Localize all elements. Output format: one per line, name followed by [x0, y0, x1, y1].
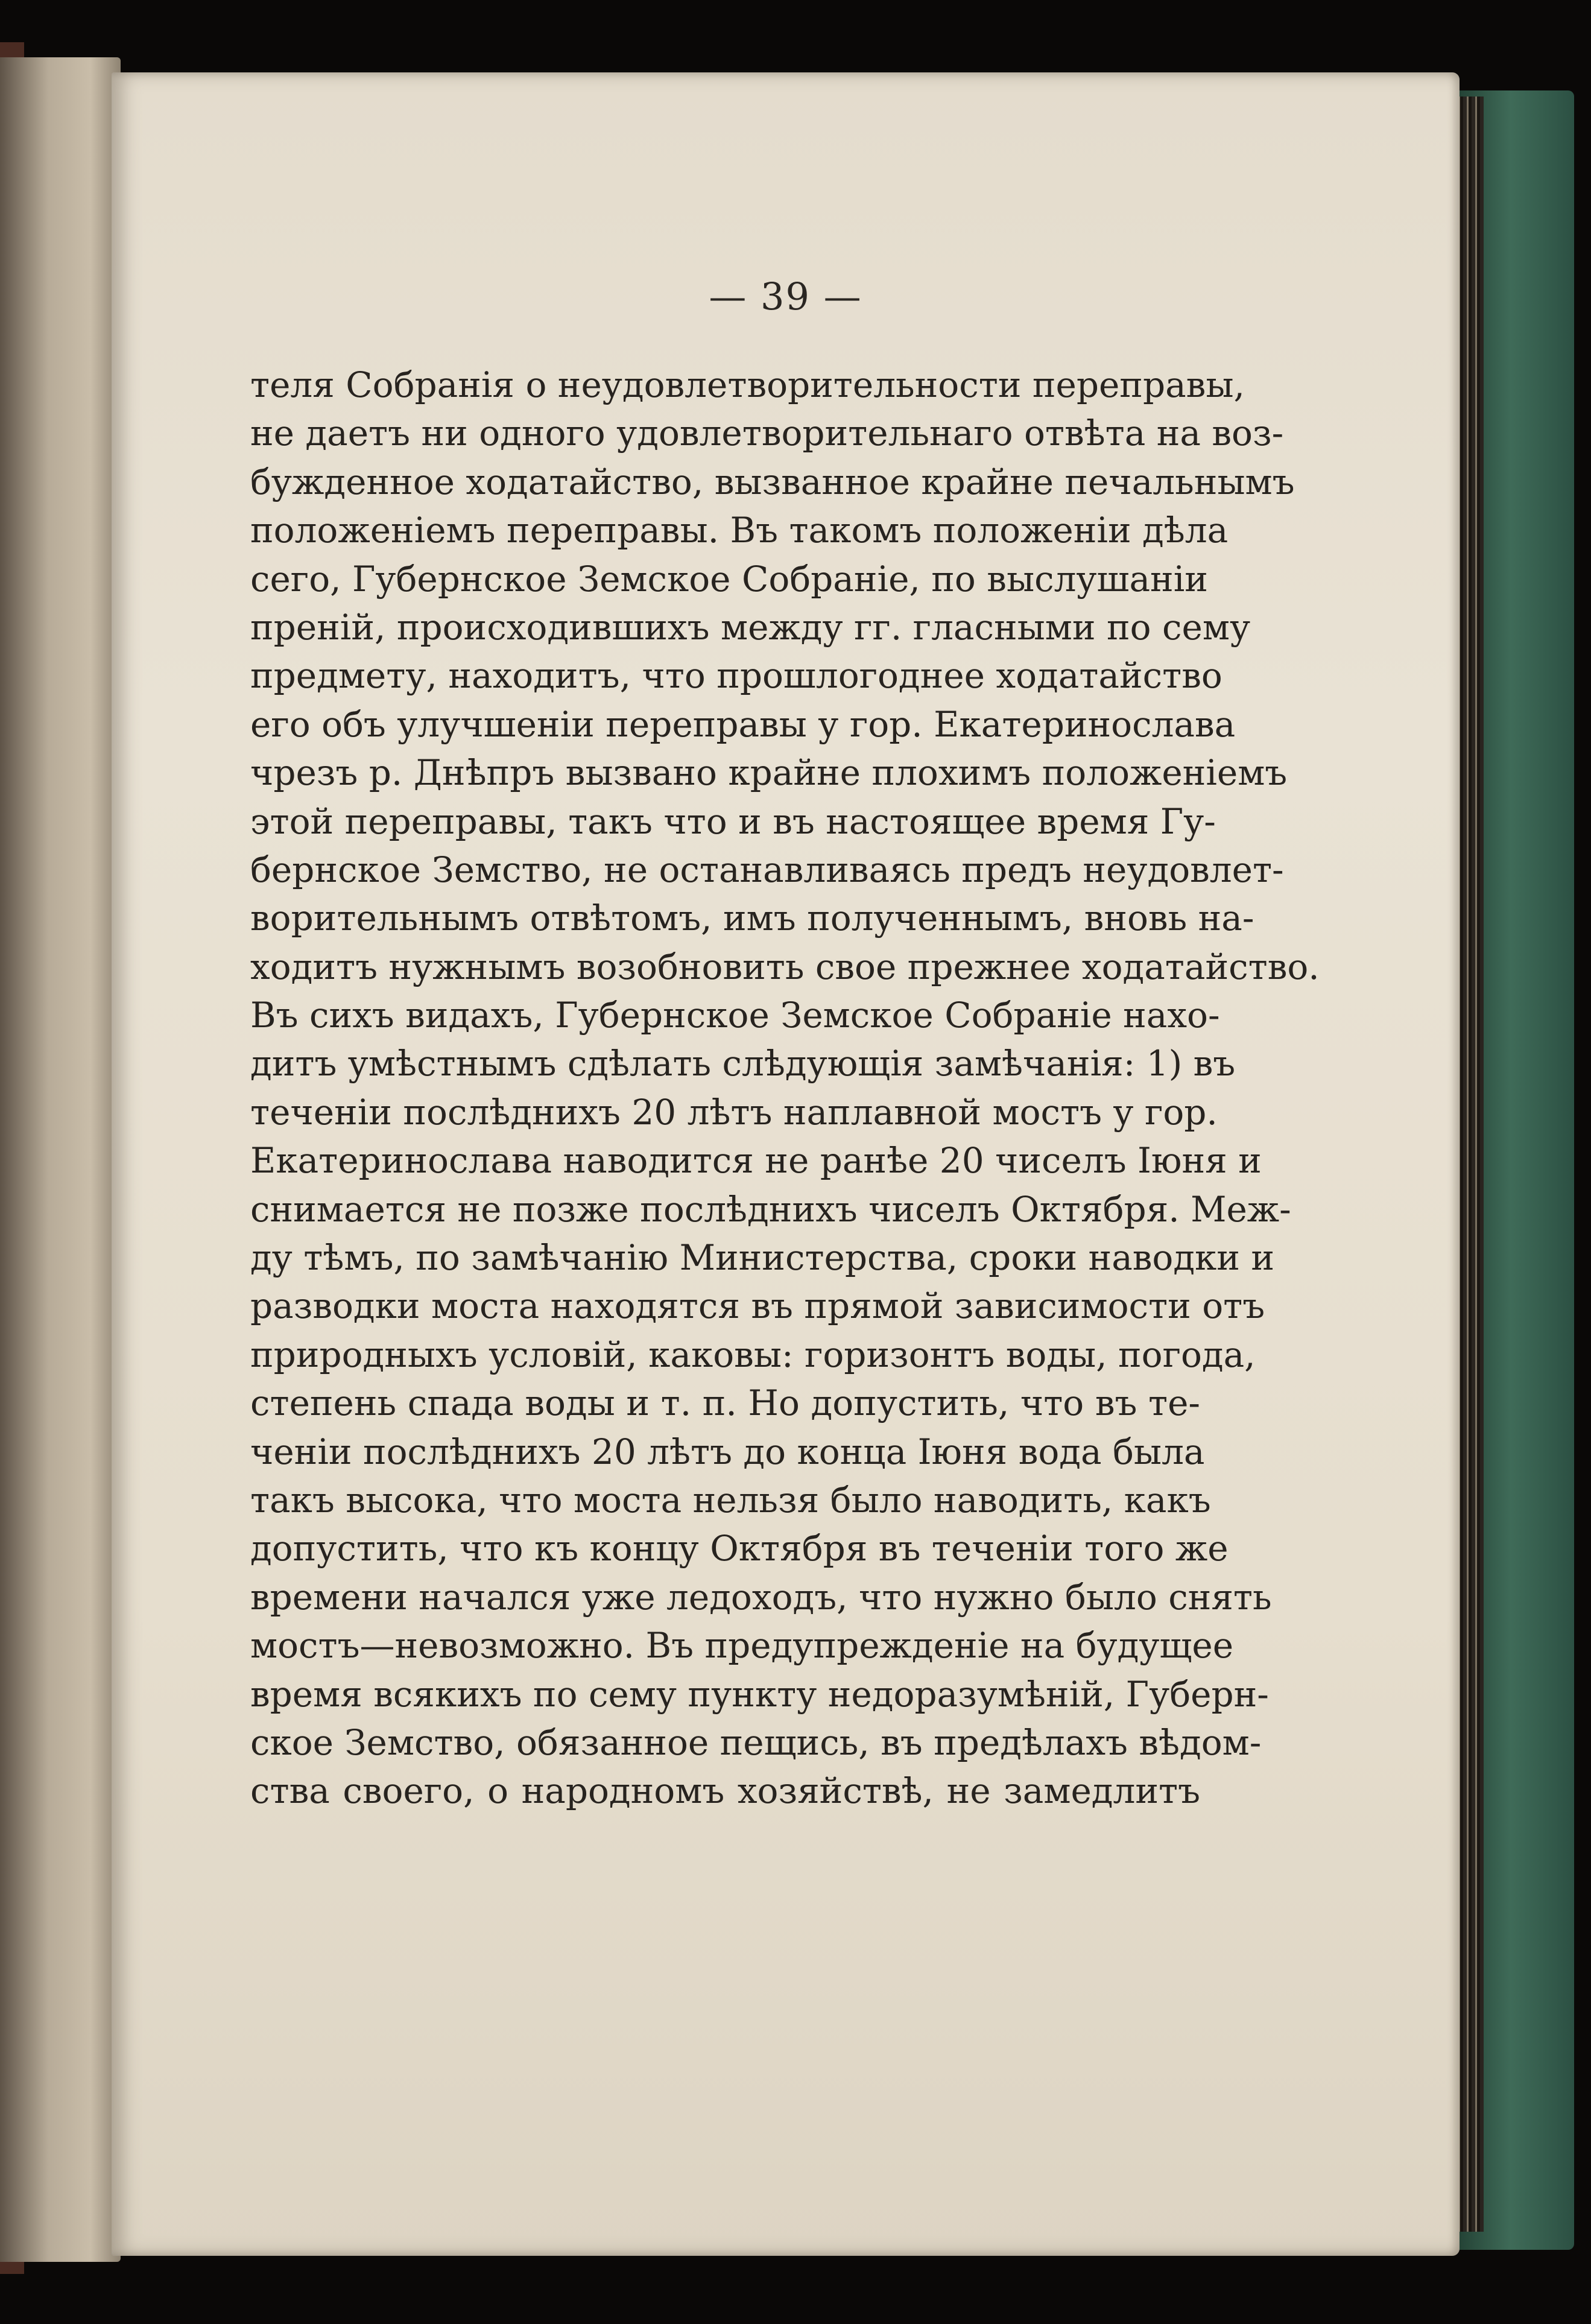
text-line: ченіи послѣднихъ 20 лѣтъ до конца Іюня вода была [250, 1431, 1205, 1472]
page-number: — 39 — [709, 274, 862, 318]
text-line: теченіи послѣднихъ 20 лѣтъ наплавной мостъ у гор. [250, 1091, 1218, 1133]
text-line: Въ сихъ видахъ, Губернское Земское Собраніе нахо- [250, 995, 1220, 1036]
text-line: допустить, что къ концу Октября въ теченіи того же [250, 1528, 1229, 1569]
text-line: время всякихъ по сему пункту недоразумѣній, Губерн- [250, 1673, 1269, 1715]
text-line: Екатеринослава наводится не ранѣе 20 чиселъ Іюня и [250, 1140, 1262, 1182]
text-line: ходитъ нужнымъ возобновить свое прежнее ходатайство. [250, 946, 1320, 987]
text-line: ду тѣмъ, по замѣчанію Министерства, сроки наводки и [250, 1237, 1275, 1279]
text-line: положеніемъ переправы. Въ такомъ положеніи дѣла [250, 510, 1229, 551]
text-line: снимается не позже послѣднихъ чиселъ Октября. Меж- [250, 1188, 1291, 1230]
text-line: времени начался уже ледоходъ, что нужно было снять [250, 1576, 1272, 1618]
text-line: сего, Губернское Земское Собраніе, по выслушаніи [250, 558, 1208, 600]
previous-page-edge [0, 57, 121, 2262]
text-line: ства своего, о народномъ хозяйствѣ, не замедлитъ [250, 1770, 1200, 1812]
text-line: чрезъ р. Днѣпръ вызвано крайне плохимъ положеніемъ [250, 752, 1288, 794]
text-line: не даетъ ни одного удовлетворительнаго отвѣта на воз- [250, 413, 1284, 454]
text-line: ворительнымъ отвѣтомъ, имъ полученнымъ, вновь на- [250, 898, 1254, 939]
text-line: степень спада воды и т. п. Но допустить, что въ те- [250, 1382, 1200, 1424]
text-line: бернское Земство, не останавливаясь предъ неудовлет- [250, 849, 1284, 890]
text-line: такъ высока, что моста нельзя было наводить, какъ [250, 1479, 1211, 1521]
text-line: природныхъ условій, каковы: горизонтъ воды, погода, [250, 1334, 1256, 1375]
text-line: предмету, находитъ, что прошлогоднее ходатайство [250, 655, 1223, 697]
text-line: ское Земство, обязанное пещись, въ предѣлахъ вѣдом- [250, 1721, 1262, 1763]
text-line: теля Собранія о неудовлетворительности переправы, [250, 364, 1245, 405]
text-line: дитъ умѣстнымъ сдѣлать слѣдующія замѣчанія: 1) въ [250, 1043, 1236, 1084]
body-text [250, 361, 1320, 1816]
text-line: преній, происходившихъ между гг. гласными по сему [250, 606, 1251, 648]
text-line: бужденное ходатайство, вызванное крайне печальнымъ [250, 461, 1295, 502]
text-line: его объ улучшеніи переправы у гор. Екатеринослава [250, 703, 1236, 745]
text-line: этой переправы, такъ что и въ настоящее время Гу- [250, 800, 1216, 842]
text-line: мостъ—невозможно. Въ предупрежденіе на будущее [250, 1625, 1234, 1667]
text-line: разводки моста находятся въ прямой зависимости отъ [250, 1285, 1265, 1327]
